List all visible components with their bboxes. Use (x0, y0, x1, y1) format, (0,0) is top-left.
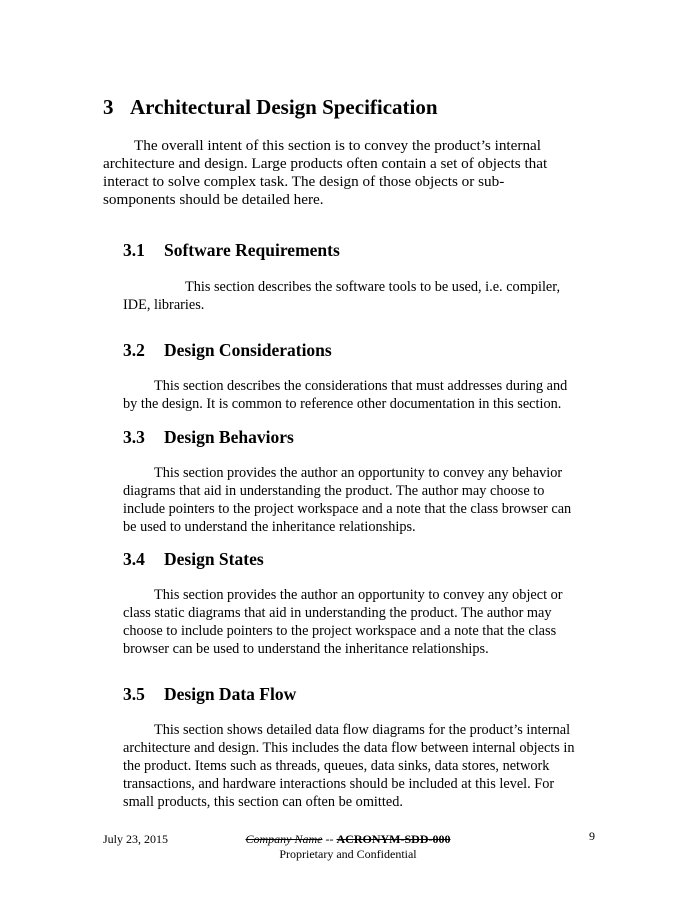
paragraph-line: This section shows detailed data flow diagrams for the product’s internal (154, 722, 571, 738)
paragraph-line: be used to understand the inheritance relationships. (123, 519, 416, 535)
subsection-title: Design Behaviors (164, 427, 294, 447)
paragraph-line: class static diagrams that aid in understanding the product. The author may (123, 605, 552, 621)
footer-company-name: Company Name (245, 832, 323, 846)
paragraph-line: transactions, and hardware interactions should be included at this level. For (123, 776, 555, 792)
subsection-paragraph-3-2 (123, 377, 567, 413)
paragraph-line: This section describes the software tools to be used, i.e. compiler, (185, 279, 561, 295)
subsection-number: 3.2 (123, 340, 145, 360)
subsection-number: 3.4 (123, 549, 145, 569)
paragraph-line: interact to solve complex task. The design of those objects or sub- (103, 173, 505, 190)
paragraph-line: diagrams that aid in understanding the product. The author may choose to (123, 483, 545, 499)
subsection-paragraph-3-4 (123, 586, 563, 658)
paragraph-line: include pointers to the project workspace and a note that the class browser can (123, 501, 572, 517)
section-intro-paragraph (103, 137, 547, 209)
subsection-title: Design States (164, 549, 264, 569)
paragraph-line: This section describes the considerations that must addresses during and (154, 378, 568, 394)
subsection-number: 3.1 (123, 240, 145, 260)
subsection-heading-3-5 (123, 684, 296, 705)
paragraph-line: by the design. It is common to reference other documentation in this section. (123, 396, 562, 412)
paragraph-line: IDE, libraries. (123, 297, 205, 313)
paragraph-line: small products, this section can often be omitted. (123, 794, 403, 810)
paragraph-line: architecture and design. This includes the data flow between internal objects in (123, 740, 575, 756)
footer-center (200, 832, 496, 862)
subsection-heading-3-2 (123, 340, 332, 361)
subsection-title: Design Data Flow (164, 684, 297, 704)
subsection-paragraph-3-3 (123, 464, 571, 536)
section-heading (103, 95, 438, 120)
subsection-heading-3-3 (123, 427, 294, 448)
footer-acronym: ACRONYM-SDD-000 (336, 832, 451, 846)
footer-confidential: Proprietary and Confidential (279, 847, 417, 861)
subsection-heading-3-4 (123, 549, 264, 570)
paragraph-line: choose to include pointers to the project workspace and a note that the class (123, 623, 557, 639)
paragraph-line: The overall intent of this section is to convey the product’s internal (134, 137, 542, 154)
subsection-number: 3.3 (123, 427, 145, 447)
footer-separator: -- (322, 832, 337, 846)
footer-doc-id (200, 832, 496, 847)
paragraph-line: browser can be used to understand the inheritance relationships. (123, 641, 489, 657)
paragraph-line: This section provides the author an opportunity to convey any behavior (154, 465, 563, 481)
subsection-heading-3-1 (123, 240, 340, 261)
section-title: Architectural Design Specification (130, 95, 438, 119)
paragraph-line: somponents should be detailed here. (103, 191, 324, 208)
subsection-paragraph-3-1 (123, 278, 560, 314)
page-number: 9 (589, 829, 595, 843)
subsection-title: Design Considerations (164, 340, 332, 360)
section-number: 3 (103, 95, 114, 119)
footer-date: July 23, 2015 (103, 832, 169, 846)
subsection-title: Software Requirements (164, 240, 340, 260)
subsection-number: 3.5 (123, 684, 145, 704)
paragraph-line: architecture and design. Large products often contain a set of objects that (103, 155, 548, 172)
subsection-paragraph-3-5 (123, 721, 575, 811)
paragraph-line: This section provides the author an opportunity to convey any object or (154, 587, 563, 603)
paragraph-line: the product. Items such as threads, queues, data sinks, data stores, network (123, 758, 550, 774)
